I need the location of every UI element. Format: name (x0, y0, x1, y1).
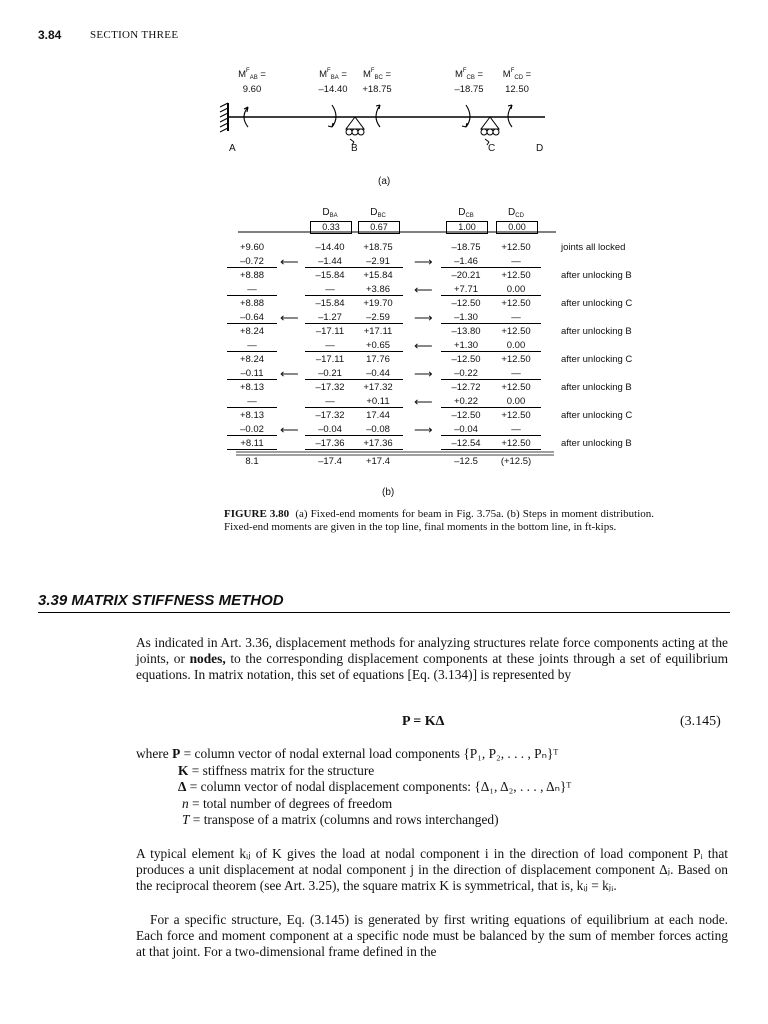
table-cell: +12.50 (501, 326, 531, 337)
table-cell: 0.00 (491, 284, 541, 296)
table-cell: –1.30 (441, 312, 491, 324)
where-line (182, 812, 499, 828)
table-cell: +17.4 (365, 456, 391, 467)
table-cell: — (491, 424, 541, 436)
table-cell: +12.50 (491, 438, 541, 450)
table-cell: — (491, 368, 541, 380)
dhead-main: D (458, 207, 466, 218)
dhead-main: D (508, 207, 516, 218)
where-line (182, 796, 392, 812)
table-cell: +12.50 (501, 270, 531, 281)
table-cell: 17.76 (366, 354, 390, 365)
table-cell: +12.50 (501, 298, 531, 309)
table-cell: –20.21 (451, 270, 481, 281)
node-label-c: C (488, 143, 496, 154)
arrow-right-icon: ⟶ (414, 254, 433, 269)
table-cell: –12.54 (441, 438, 491, 450)
dhead-main: D (322, 207, 330, 218)
where-symbol: Δ (178, 779, 187, 794)
dhead-sub: BC (377, 213, 386, 219)
paragraph-3: For a specific structure, Eq. (3.145) is generated by first writing equations of equilibrium at each node. Each force and moment component at a specific node must be balanced by the sum of member forces acting at that joint. For a two-dimensional frame defined in the (136, 912, 728, 959)
fem-symbol-sup: F (246, 68, 250, 74)
node-label-a: A (229, 143, 236, 154)
fem-symbol-sub: CD (514, 75, 524, 81)
table-cell: –12.50 (451, 298, 481, 309)
fem-symbol-main: M (319, 69, 328, 80)
fem-symbol-sup: F (510, 68, 515, 74)
arrow-left-icon: ⟵ (414, 282, 433, 297)
where-symbol: T (182, 812, 190, 827)
fem-symbol-sub: BC (374, 75, 383, 81)
figure-a-caption: (a) (378, 176, 391, 187)
fem-symbol-sup: F (327, 68, 331, 74)
dhead-sub: CB (465, 213, 474, 219)
table-cell: –17.32 (315, 410, 345, 421)
where-line (136, 746, 558, 762)
fem-symbol (225, 66, 279, 84)
fem-value: 9.60 (242, 84, 262, 95)
table-cell: –0.04 (441, 424, 491, 436)
table-cell: — (305, 284, 355, 296)
table-cell: 8.1 (245, 456, 259, 467)
fem-symbol-main: M (238, 69, 247, 80)
table-cell: — (305, 396, 355, 408)
row-note: after unlocking B (561, 326, 632, 337)
table-cell: — (227, 396, 277, 408)
table-cell: +18.75 (363, 242, 393, 253)
row-note: after unlocking B (561, 270, 632, 281)
dhead-sub: BA (329, 213, 338, 219)
row-note: after unlocking C (561, 298, 633, 309)
table-cell: +0.65 (353, 340, 403, 352)
fem-value: 12.50 (505, 84, 529, 95)
table-cell: — (227, 340, 277, 352)
row-note: after unlocking B (561, 438, 632, 449)
fem-value: –14.40 (318, 84, 348, 95)
where-prefix: where (136, 746, 173, 761)
roller-support-c (481, 117, 499, 145)
bold-term: nodes, (189, 651, 226, 666)
table-cell: +8.13 (239, 410, 265, 421)
table-cell: –2.59 (353, 312, 403, 324)
table-header-rule (238, 219, 558, 235)
table-cell: +0.22 (441, 396, 491, 408)
table-cell: –0.08 (353, 424, 403, 436)
where-symbol: n (182, 795, 189, 811)
fem-equals: = (474, 69, 484, 80)
figure-label: FIGURE 3.80 (224, 508, 290, 520)
table-cell: — (305, 340, 355, 352)
where-symbol: K (178, 762, 189, 778)
table-cell: –0.21 (305, 368, 355, 380)
arrow-right-icon: ⟶ (414, 310, 433, 325)
table-cell: –0.22 (441, 368, 491, 380)
table-cell: –13.80 (451, 326, 481, 337)
beam-diagram (200, 95, 560, 165)
table-cell: +8.24 (239, 326, 265, 337)
where-text: = transpose of a matrix (columns and rows interchanged) (189, 812, 499, 827)
table-cell: –0.72 (227, 256, 277, 268)
table-cell: –0.02 (227, 424, 277, 436)
table-cell: +8.88 (239, 298, 265, 309)
table-cell: +0.11 (353, 396, 403, 408)
table-cell: –12.72 (451, 382, 481, 393)
table-cell: –17.4 (318, 456, 342, 467)
fem-label (442, 66, 496, 95)
table-cell: –17.11 (315, 354, 345, 365)
where-line (178, 779, 571, 795)
paragraph-1: As indicated in Art. 3.36, displacement methods for analyzing structures relate force components acting at the joints, or nodes, to the corresponding displacement components at these joints through a set of equilibrium equations. In matrix notation, this set of equations [Eq. (3.134)] is represented by (136, 635, 728, 682)
table-cell: — (491, 312, 541, 324)
table-cell: +9.60 (239, 242, 265, 253)
dhead-main: D (370, 207, 378, 218)
table-cell: +12.50 (501, 354, 531, 365)
table-cell: +8.24 (239, 354, 265, 365)
arrow-left-icon: ⟵ (414, 394, 433, 409)
where-text: = column vector of nodal external load components {P₁, P₂, . . . , Pₙ}ᵀ (180, 746, 559, 761)
arrow-left-icon: ⟵ (280, 422, 299, 437)
table-cell: –12.5 (454, 456, 478, 467)
arrow-left-icon: ⟵ (280, 366, 299, 381)
table-cell: — (491, 256, 541, 268)
figure-b-caption: (b) (382, 487, 395, 498)
table-cell: –12.50 (451, 410, 481, 421)
table-cell: –18.75 (451, 242, 481, 253)
table-cell: –1.44 (305, 256, 355, 268)
fem-label (350, 66, 404, 95)
where-text: = stiffness matrix for the structure (188, 762, 375, 778)
distribution-factor-box: 0.67 (358, 221, 400, 234)
fem-symbol (350, 66, 404, 84)
table-cell: +7.71 (441, 284, 491, 296)
fem-equals: = (338, 69, 347, 80)
where-text: = column vector of nodal displacement components: {Δ₁, Δ₂, . . . , Δₙ}ᵀ (186, 779, 572, 794)
dhead-sub: CD (515, 213, 524, 219)
table-cell: +17.32 (363, 382, 393, 393)
fem-symbol-sup: F (462, 68, 467, 74)
table-cell: –17.11 (315, 326, 345, 337)
roller-support-b (346, 117, 364, 145)
fem-label (225, 66, 279, 95)
fem-symbol-main: M (454, 69, 463, 80)
distribution-factor-header (494, 207, 538, 219)
table-cell: (+12.5) (500, 456, 532, 467)
fem-symbol (490, 66, 544, 84)
arrow-left-icon: ⟵ (280, 254, 299, 269)
table-cell: –14.40 (315, 242, 345, 253)
table-cell: 0.00 (491, 396, 541, 408)
fem-symbol-sub: BA (330, 75, 339, 81)
where-line (178, 763, 374, 779)
distribution-factor-box: 0.33 (310, 221, 352, 234)
distribution-factor-header (308, 207, 352, 219)
table-cell: 17.44 (366, 410, 390, 421)
table-cell: +17.11 (363, 326, 393, 337)
where-text: = total number of degrees of freedom (188, 795, 393, 811)
table-cell: +15.84 (363, 270, 393, 281)
table-cell: +12.50 (501, 410, 531, 421)
row-note: after unlocking C (561, 410, 633, 421)
table-cell: –0.11 (227, 368, 277, 380)
arrow-left-icon: ⟵ (280, 310, 299, 325)
final-double-rule (236, 451, 556, 457)
fem-label (490, 66, 544, 95)
moment-arrows (244, 105, 512, 127)
fem-equals: = (257, 69, 266, 80)
table-cell: –12.50 (451, 354, 481, 365)
equation-number: (3.145) (680, 714, 721, 729)
table-cell: +8.13 (239, 382, 265, 393)
table-cell: — (227, 284, 277, 296)
fem-symbol-sub: CB (466, 75, 475, 81)
equation: P = KΔ (402, 714, 445, 729)
arrow-right-icon: ⟶ (414, 422, 433, 437)
table-cell: –17.36 (305, 438, 355, 450)
fem-equals: = (523, 69, 532, 80)
table-cell: –15.84 (315, 270, 345, 281)
table-cell: +12.50 (501, 382, 531, 393)
fixed-support-hatch (220, 103, 228, 132)
paragraph-2: A typical element kᵢⱼ of K gives the load at nodal component i in the direction of load component Pᵢ that produces a unit displacement at nodal component j in the direction of displacement component Δⱼ. Based on the reciprocal theorem (see Art. 3.25), the square matrix K is symmetrical, that is, kᵢⱼ = kⱼᵢ. (136, 846, 728, 893)
table-cell: +1.30 (441, 340, 491, 352)
section-rule (38, 612, 730, 613)
row-note: after unlocking C (561, 354, 633, 365)
row-note: joints all locked (561, 242, 626, 253)
figure-caption-text: (a) Fixed-end moments for beam in Fig. 3.75a. (b) Steps in moment distribution. Fixed-end moments are given in the top line, final moments in the bottom line, in ft-kips. (224, 508, 655, 533)
where-symbol: P (172, 746, 181, 761)
page-number: 3.84 (38, 28, 62, 42)
table-cell: –1.46 (441, 256, 491, 268)
arrow-left-icon: ⟵ (414, 338, 433, 353)
distribution-factor-box: 1.00 (446, 221, 488, 234)
table-cell: –17.32 (315, 382, 345, 393)
fem-symbol-main: M (502, 69, 511, 80)
table-cell: –1.27 (305, 312, 355, 324)
table-cell: +12.50 (501, 242, 531, 253)
table-cell: +19.70 (363, 298, 393, 309)
distribution-factor-box: 0.00 (496, 221, 538, 234)
fem-symbol-sup: F (370, 68, 375, 74)
fem-value: +18.75 (362, 84, 392, 95)
distribution-factor-header (444, 207, 488, 219)
section-heading: 3.39 MATRIX STIFFNESS METHOD (38, 592, 284, 609)
distribution-factor-header (356, 207, 400, 219)
table-cell: +8.11 (227, 438, 277, 450)
fem-symbol-sub: AB (249, 75, 258, 81)
fem-value: –18.75 (454, 84, 484, 95)
figure-caption (224, 508, 654, 534)
fem-symbol-main: M (362, 69, 371, 80)
fem-symbol (442, 66, 496, 84)
fem-equals: = (382, 69, 392, 80)
table-cell: +17.36 (353, 438, 403, 450)
table-cell: –0.44 (353, 368, 403, 380)
node-label-b: B (351, 143, 358, 154)
running-head: SECTION THREE (90, 29, 179, 41)
table-cell: +3.86 (353, 284, 403, 296)
table-cell: –2.91 (353, 256, 403, 268)
table-cell: 0.00 (491, 340, 541, 352)
table-cell: –0.64 (227, 312, 277, 324)
table-cell: –15.84 (315, 298, 345, 309)
node-label-d: D (536, 143, 544, 154)
table-cell: +8.88 (239, 270, 265, 281)
table-cell: –0.04 (305, 424, 355, 436)
row-note: after unlocking B (561, 382, 632, 393)
arrow-right-icon: ⟶ (414, 366, 433, 381)
